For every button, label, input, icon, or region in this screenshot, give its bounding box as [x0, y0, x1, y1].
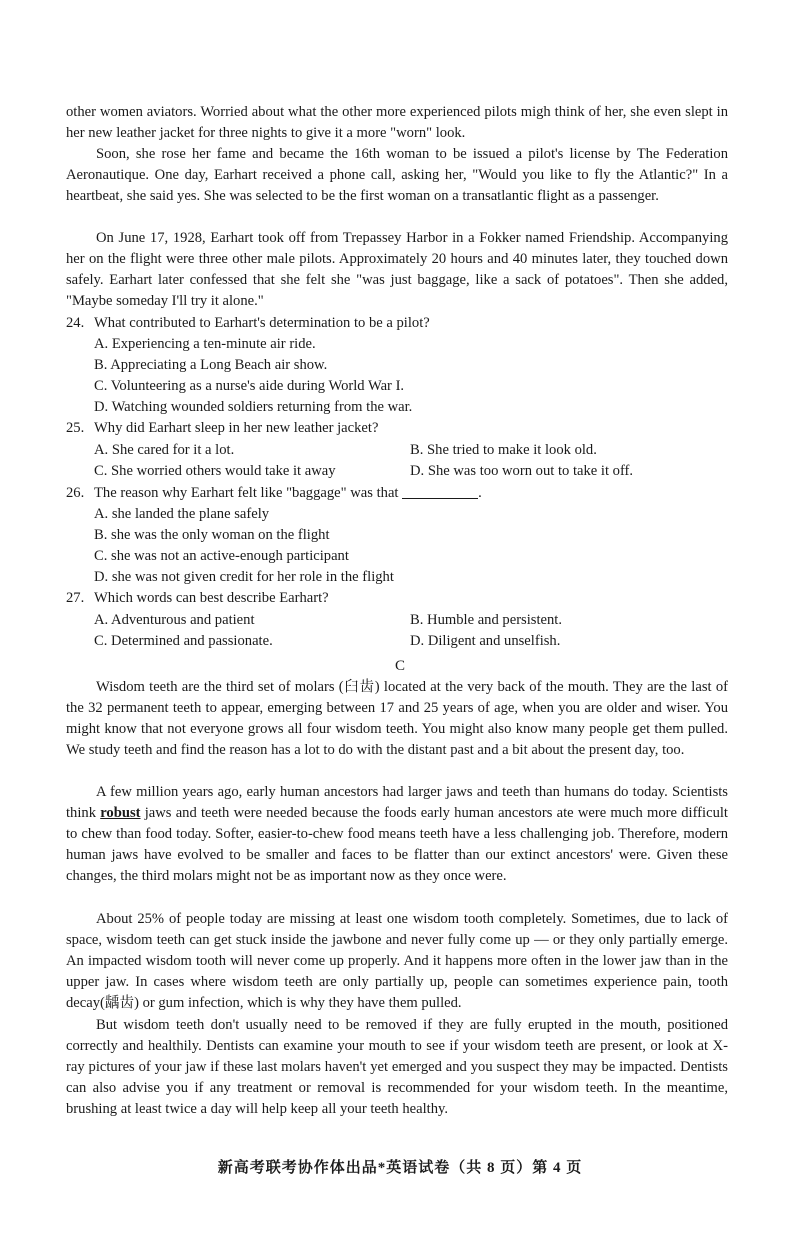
paragraph-text: jaws and teeth were needed because the foods early human ancestors ate were much more difficult to chew than food today. Softer, easier-to-chew food means teeth have a less challenging job. Therefore, modern human jaws have evolved to be smaller and faces to be flatter than our extinct ancestors' were. Given these changes, the third molars might not be as important now as they once were. [66, 805, 728, 884]
question-26-option-b: B. she was the only woman on the flight [94, 527, 330, 543]
question-25-stem [66, 418, 728, 439]
question-27-option-c: C. Determined and passionate. [94, 633, 273, 649]
passage-b-paragraph-2: On June 17, 1928, Earhart took off from Trepassey Harbor in a Fokker named Friendship. Accompanying her on the flight were three other male pilots. Approximately 20 hours and 40 minutes later, they touched down safely. Earhart later confessed that she felt she "was just baggage, like a sack of potatoes". Then she added, "Maybe someday I'll try it alone." [66, 230, 728, 309]
underlined-word: robust [100, 805, 141, 821]
passage-b-paragraph-1: Soon, she rose her fame and became the 16th woman to be issued a pilot's license by The Federation Aeronautique. One day, Earhart received a phone call, asking her, "Would you like to fly the Atlantic?" In a heartbeat, she said yes. She was selected to be the first woman on a transatlantic flight as a passenger. [66, 146, 728, 204]
question-24-option-b: B. Appreciating a Long Beach air show. [94, 357, 328, 373]
question-number: 24. [66, 315, 85, 331]
question-25-option-b: B. She tried to make it look old. [410, 442, 597, 458]
question-number: 27. [66, 590, 85, 606]
question-27-stem [66, 588, 728, 609]
question-26-option-a: A. she landed the plane safely [94, 506, 270, 522]
passage-c-paragraph-2 [66, 782, 728, 887]
question-24-option-a: A. Experiencing a ten-minute air ride. [94, 336, 316, 352]
question-27-option-d: D. Diligent and unselfish. [410, 633, 561, 649]
question-text: Why did Earhart sleep in her new leather jacket? [94, 420, 379, 436]
question-number: 25. [66, 420, 85, 436]
question-text: What contributed to Earhart's determination to be a pilot? [94, 315, 430, 331]
question-26-option-c: C. she was not an active-enough participant [94, 548, 349, 564]
question-26-stem [66, 483, 728, 504]
question-24-option-d: D. Watching wounded soldiers returning from the war. [94, 399, 413, 415]
question-text: Which words can best describe Earhart? [94, 590, 329, 606]
passage-c-paragraph-1: Wisdom teeth are the third set of molars (臼齿) located at the very back of the mouth. They are the last of the 32 permanent teeth to appear, emerging between 17 and 25 years of age, when you are older and wiser. You might know that not everyone grows all four wisdom teeth. You might also know many people get them pulled. We study teeth and find the reason has a lot to do with the distant past and a bit about the present day, too. [66, 679, 728, 758]
question-27-option-b: B. Humble and persistent. [410, 612, 562, 628]
question-number: 26. [66, 485, 85, 501]
question-25-option-c: C. She worried others would take it away [94, 463, 336, 479]
question-26-option-d: D. she was not given credit for her role in the flight [94, 569, 394, 585]
section-c-heading: C [394, 658, 405, 674]
question-27-option-a: A. Adventurous and patient [94, 612, 255, 628]
passage-c-paragraph-3: About 25% of people today are missing at least one wisdom tooth completely. Sometimes, due to lack of space, wisdom teeth can get stuck inside the jawbone and never fully come up — or they only partially emerge. An impacted wisdom tooth will never come up properly. And it happens more often in the lower jaw than in the upper jaw. In cases where wisdom teeth are only partially up, people can sometimes experience pain, tooth decay(龋齿) or gum infection, which is why they have them pulled. [66, 911, 728, 1011]
question-24-option-c: C. Volunteering as a nurse's aide during World War I. [94, 378, 405, 394]
question-25-option-d: D. She was too worn out to take it off. [410, 463, 634, 479]
passage-c-paragraph-4: But wisdom teeth don't usually need to be removed if they are fully erupted in the mouth, positioned correctly and healthily. Dentists can examine your mouth to see if your wisdom teeth are present, or look at X-ray pictures of your jaw if these last molars haven't yet emerged and you suspect they may be impacted. Dentists can also advise you if any treatment or removal is recommended for your wisdom teeth. In the meantime, brushing at least twice a day will help keep all your teeth healthy. [66, 1017, 728, 1117]
paragraph-text: A few million years ago, early human ancestors had larger jaws and teeth than humans do today. Scientists think [66, 784, 728, 821]
question-25-option-a: A. She cared for it a lot. [94, 442, 235, 458]
page-footer: 新高考联考协作体出品*英语试卷（共 8 页）第 4 页 [217, 1160, 583, 1176]
question-text: The reason why Earhart felt like "baggage" was that [94, 485, 399, 501]
answer-blank [402, 498, 478, 499]
passage-b-paragraph-0: other women aviators. Worried about what the other more experienced pilots migh think of her, she even slept in her new leather jacket for three nights to give it a more "worn" look. [66, 104, 728, 141]
question-24-stem [66, 313, 728, 334]
question-text-end: . [478, 485, 482, 501]
